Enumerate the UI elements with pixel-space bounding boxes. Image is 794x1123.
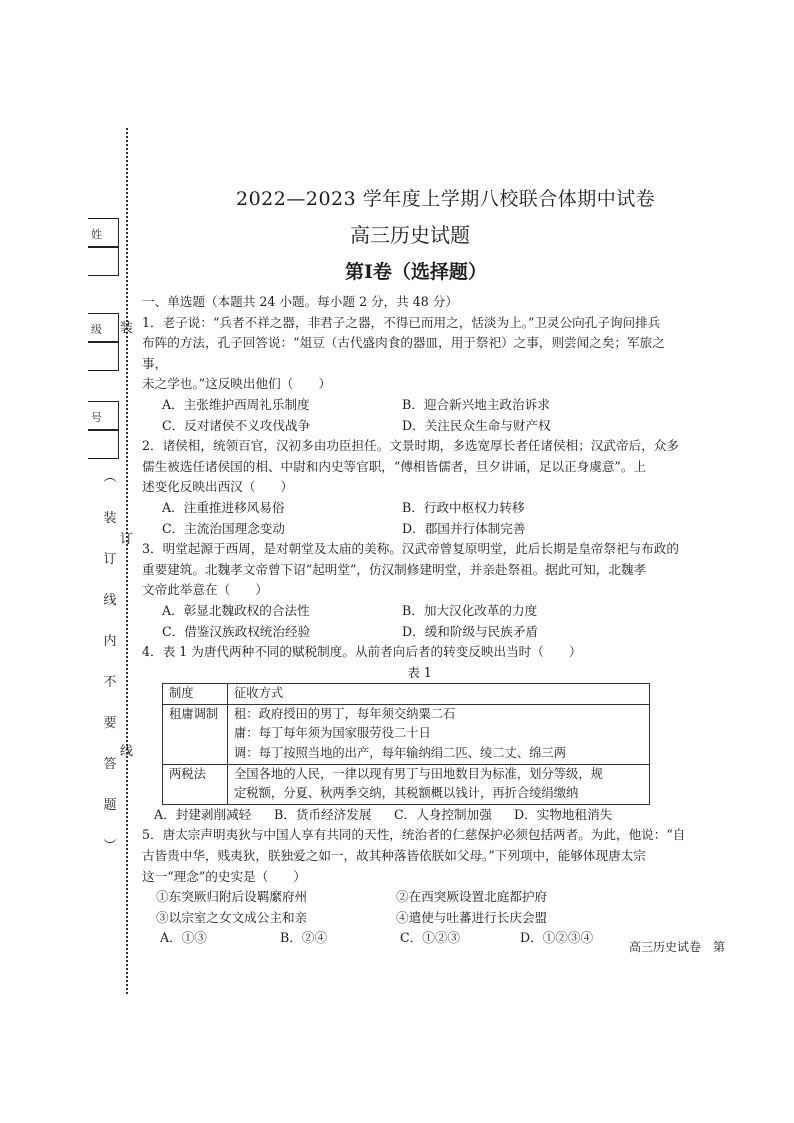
binding-notice-char: 题 bbox=[103, 798, 117, 813]
binding-dotted-line bbox=[126, 128, 128, 994]
name-box-lower bbox=[88, 246, 119, 276]
table-header-row bbox=[163, 684, 650, 705]
option-b: B．行政中枢权力转移 bbox=[402, 499, 525, 515]
table-cell-method bbox=[228, 704, 650, 764]
option-b: B．货币经济发展 bbox=[274, 806, 372, 822]
statement-3: ③以宗室之女文成公主和亲 bbox=[156, 909, 308, 925]
option-a: A．主张维护西周礼乐制度 bbox=[162, 396, 310, 412]
question-5-line: 5．唐太宗声明夷狄与中国人享有共同的天性，统治者的仁慈保护必须包括两者。为此，他说：“自 bbox=[142, 827, 686, 843]
number-box-lower bbox=[88, 429, 119, 459]
table-cell-line: 庸：每丁每年须为国家服劳役二十日 bbox=[234, 726, 431, 741]
table-cell-method bbox=[228, 764, 650, 804]
statement-2: ②在西突厥设置北庭都护府 bbox=[396, 889, 548, 905]
binding-notice-char: ︵ bbox=[103, 470, 117, 485]
table-caption: 表 1 bbox=[407, 664, 432, 680]
binding-char-zhuang: 装 bbox=[120, 321, 134, 336]
page-footer: 高三历史试卷 第 bbox=[629, 940, 726, 954]
option-c: C．①②③ bbox=[400, 930, 461, 946]
question-1-options bbox=[142, 416, 687, 437]
table-cell-line: 调：每丁按照当地的出产，每年输纳绢二匹、绫二丈、绵三两 bbox=[234, 746, 567, 761]
binding-notice-char: 订 bbox=[103, 552, 117, 567]
option-c: C．借鉴汉族政权统治经验 bbox=[162, 623, 311, 639]
binding-notice-char: ︶ bbox=[103, 839, 117, 854]
question-5-line: 古皆贵中华，贱夷狄，朕独爱之如一，故其种落皆依朕如父母。”下列项中，能够体现唐太宗 bbox=[142, 848, 646, 864]
question-2-options bbox=[142, 498, 687, 519]
question-2-line: 2．诸侯相，统领百官，汉初多由功臣担任。文景时期，多选宽厚长者任诸侯相；汉武帝后，众多 bbox=[142, 438, 679, 454]
binding-notice-char: 答 bbox=[103, 757, 117, 772]
statement-4: ④遣使与吐蕃进行长庆会盟 bbox=[396, 909, 548, 925]
option-d: D．缓和阶级与民族矛盾 bbox=[402, 623, 539, 639]
option-d: D．郡国并行体制完善 bbox=[402, 520, 526, 536]
table-row bbox=[163, 704, 650, 764]
question-1-line: 布阵的方法，孔子回答说：“俎豆（古代盛肉食的器皿，用于祭祀）之事，则尝闻之矣；军旅之事， bbox=[142, 335, 665, 371]
option-c: C．人身控制加强 bbox=[394, 806, 492, 822]
question-3-options bbox=[142, 601, 687, 622]
question-3-line: 文帝此举意在（ ） bbox=[142, 582, 268, 598]
table-cell-line: 定税额，分夏、秋两季交纳，其税额概以钱计，再折合绫绢缴纳 bbox=[234, 786, 579, 801]
binding-char-ding: 订 bbox=[120, 532, 134, 547]
question-area bbox=[142, 292, 687, 949]
name-label-fragment: 姓 bbox=[91, 228, 102, 241]
option-c: C．主流治国理念变动 bbox=[162, 520, 285, 536]
binding-notice-char: 装 bbox=[103, 511, 117, 526]
table-cell-line: 租：政府授田的男丁，每年须交纳粟二石 bbox=[234, 706, 456, 721]
class-label-fragment: 级 bbox=[91, 323, 102, 336]
question-5-items bbox=[142, 887, 687, 908]
tax-system-table bbox=[162, 683, 650, 805]
table-header-cell: 征收方式 bbox=[228, 684, 650, 705]
exam-part: 第Ⅰ卷（选择题） bbox=[345, 261, 487, 283]
binding-notice-char: 不 bbox=[103, 675, 117, 690]
option-a: A．封建剥削减轻 bbox=[154, 806, 252, 822]
question-5-items bbox=[142, 908, 687, 929]
table-cell-system: 租庸调制 bbox=[163, 704, 228, 764]
question-3-options bbox=[142, 622, 687, 643]
option-a: A．注重推进移风易俗 bbox=[162, 499, 285, 515]
question-2-options bbox=[142, 519, 687, 540]
question-4-stem: 4．表 1 为唐代两种不同的赋税制度。从前者向后者的转变反映出当时（ ） bbox=[142, 644, 582, 660]
question-2-line: 述变化反映出西汉（ ） bbox=[142, 479, 294, 495]
binding-notice-char: 线 bbox=[103, 593, 117, 608]
question-3-line: 3．明堂起源于西周，是对朝堂及太庙的美称。汉武帝曾复原明堂，此后长期是皇帝祭祀与布政的 bbox=[142, 541, 679, 557]
question-1-options bbox=[142, 395, 687, 416]
option-b: B．迎合新兴地主政治诉求 bbox=[402, 396, 550, 412]
exam-title: 2022—2023 学年度上学期八校联合体期中试卷 bbox=[236, 188, 656, 210]
table-cell-system: 两税法 bbox=[163, 764, 228, 804]
binding-char-xian: 线 bbox=[120, 744, 134, 759]
question-1-line: 未之学也。”这反映出他们（ ） bbox=[142, 376, 332, 392]
section-heading: 一、单选题（本题共 24 小题。每小题 2 分，共 48 分） bbox=[142, 294, 458, 309]
binding-notice-char: 要 bbox=[103, 716, 117, 731]
option-d: D．①②③④ bbox=[520, 930, 594, 946]
binding-notice bbox=[100, 466, 120, 876]
option-a: A．①③ bbox=[160, 930, 207, 946]
table-header-cell: 制度 bbox=[163, 684, 228, 705]
option-a: A．彰显北魏政权的合法性 bbox=[162, 602, 310, 618]
exam-subject: 高三历史试题 bbox=[350, 223, 470, 247]
question-2-line: 儒生被选任诸侯国的相、中尉和内史等官职，“傅相皆儒者，旦夕讲诵，足以正身虞意”。上 bbox=[142, 458, 647, 474]
option-b: B．②④ bbox=[280, 930, 328, 946]
option-d: D．实物地租消失 bbox=[514, 806, 613, 822]
question-1-line: 1．老子说：“兵者不祥之器，非君子之器，不得已而用之，恬淡为上。”卫灵公向孔子询问排兵 bbox=[142, 314, 661, 330]
table-row bbox=[163, 764, 650, 804]
statement-1: ①东突厥归附后设羁縻府州 bbox=[156, 889, 308, 905]
option-d: D．关注民众生命与财产权 bbox=[402, 417, 551, 433]
class-box-lower bbox=[88, 341, 119, 371]
option-c: C．反对诸侯不义攻伐战争 bbox=[162, 417, 311, 433]
question-3-line: 重要建筑。北魏孝文帝曾下诏“起明堂”，仿汉制修建明堂，并亲赴祭祖。据此可知，北魏孝 bbox=[142, 561, 647, 577]
binding-notice-char: 内 bbox=[103, 634, 117, 649]
question-5-options bbox=[142, 928, 687, 949]
option-b: B．加大汉化改革的力度 bbox=[402, 602, 538, 618]
table-cell-line: 全国各地的人民，一律以现有男丁与田地数目为标准，划分等级，规 bbox=[234, 766, 603, 781]
number-label-fragment: 号 bbox=[91, 411, 102, 424]
question-4-options bbox=[142, 805, 687, 826]
question-5-line: 这一“理念”的史实是（ ） bbox=[142, 868, 307, 884]
